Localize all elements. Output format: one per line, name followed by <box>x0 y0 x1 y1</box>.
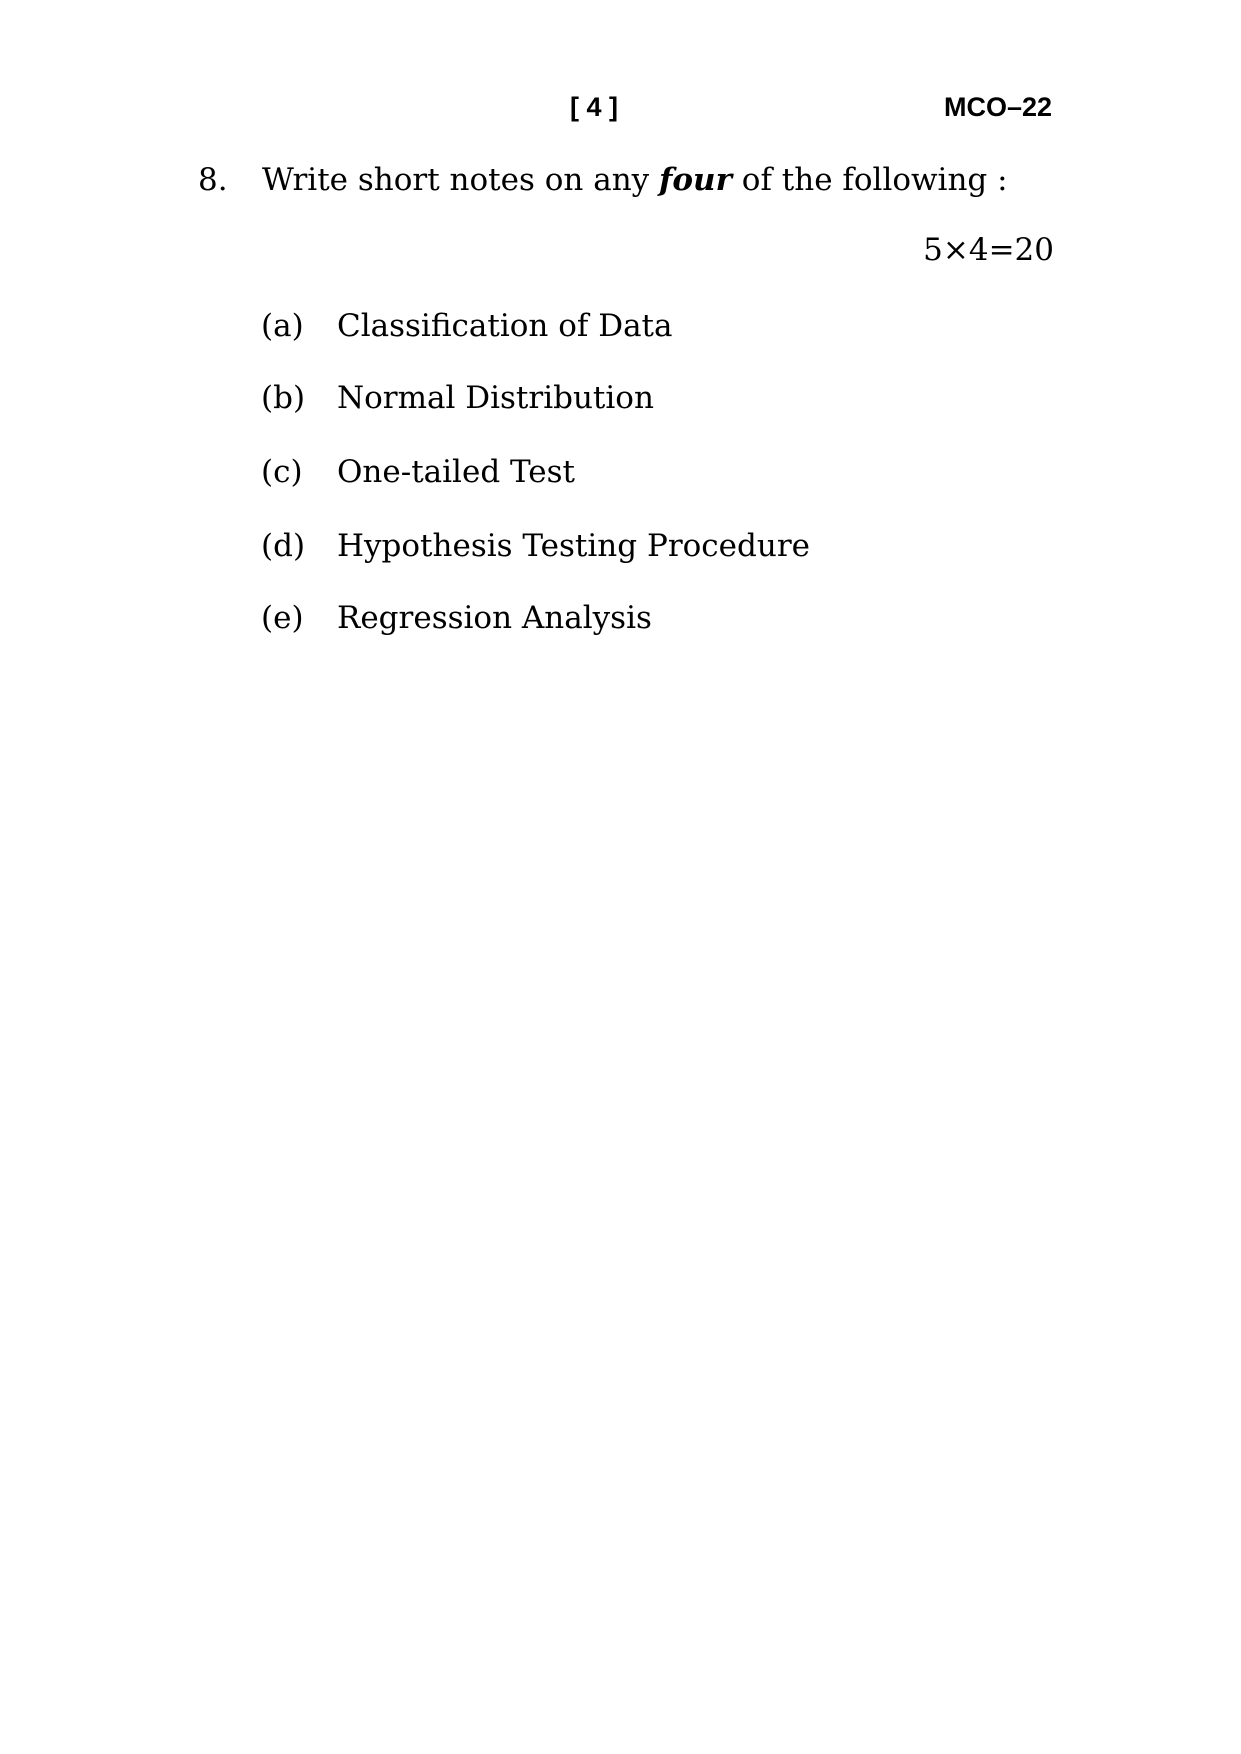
question-text <box>262 162 1008 198</box>
item-text: Hypothesis Testing Procedure <box>337 528 810 564</box>
item-label: (b) <box>261 380 306 416</box>
question-text-start: Write short notes on any <box>262 162 660 198</box>
question-emphasis: four <box>659 162 732 198</box>
question-text-end: of the following : <box>731 162 1008 198</box>
item-label: (c) <box>261 454 303 490</box>
item-text: One-tailed Test <box>337 454 575 490</box>
marks: 5×4=20 <box>923 232 1054 268</box>
item-text: Normal Distribution <box>337 380 654 416</box>
paper-code: MCO–22 <box>943 92 1052 122</box>
question-number: 8. <box>198 162 228 198</box>
item-label: (e) <box>261 600 304 636</box>
item-text: Classification of Data <box>337 308 673 344</box>
page-number: [ 4 ] <box>570 92 619 122</box>
item-label: (a) <box>261 308 304 344</box>
item-text: Regression Analysis <box>337 600 652 636</box>
item-label: (d) <box>261 528 306 564</box>
